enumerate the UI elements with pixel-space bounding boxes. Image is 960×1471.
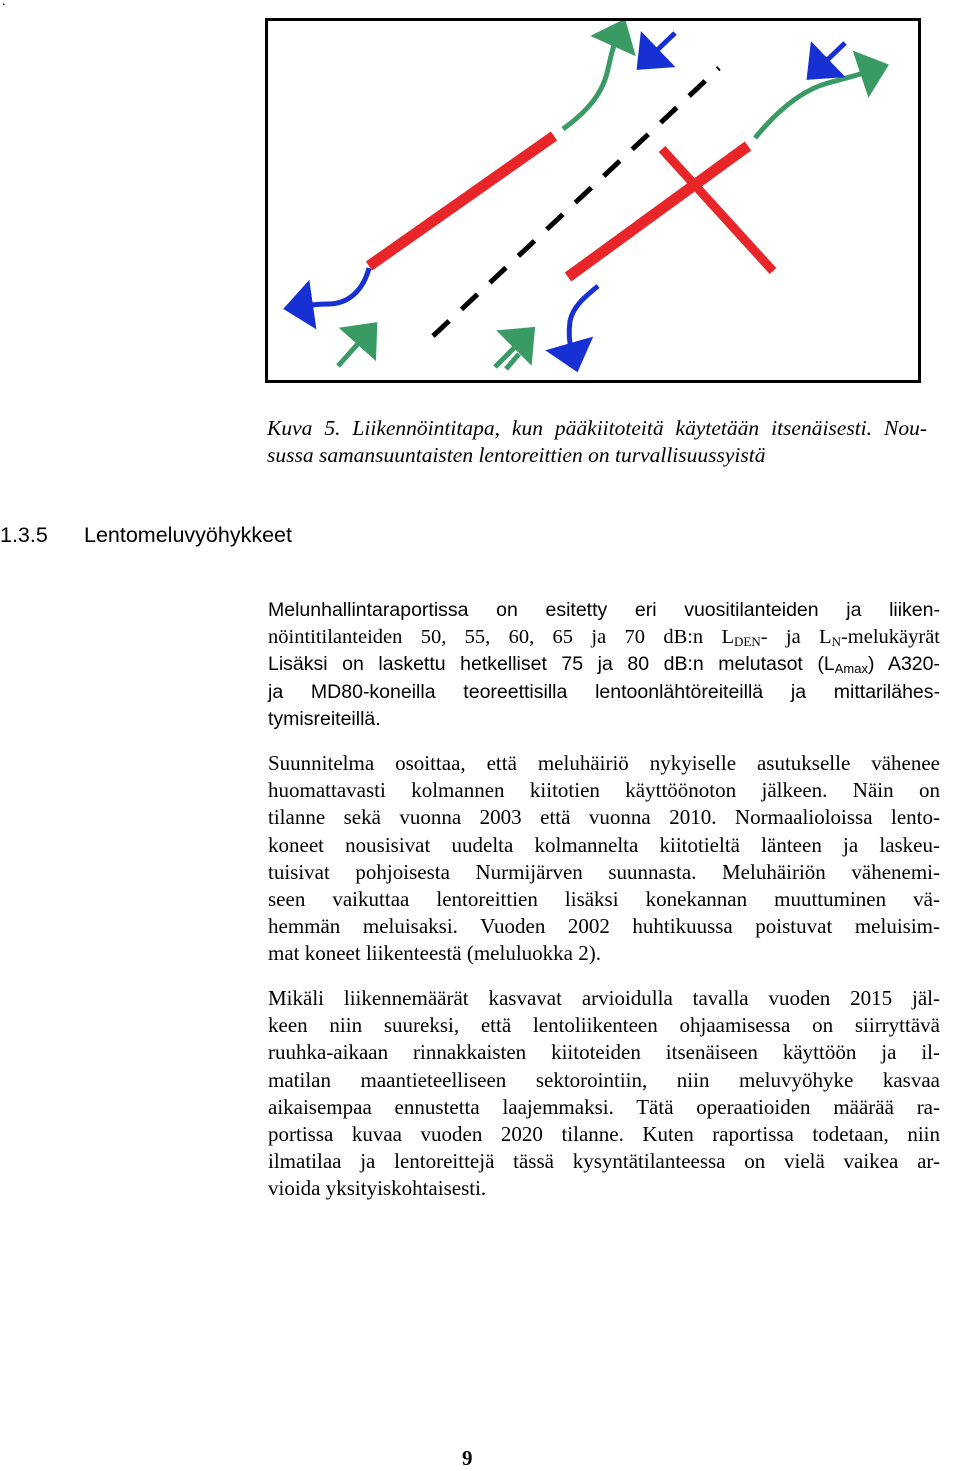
text-run: ) A320- [867,653,940,676]
paragraph-1-line [268,624,940,651]
section-number: 1.3.5 [0,523,48,547]
figure-caption [267,415,927,469]
runway-diagram-svg [268,21,918,380]
paragraph-1-line: tymisreiteillä. [268,707,381,730]
paragraph-3-line: vioida yksityiskohtaisesti. [268,1176,487,1201]
paragraph-1 [268,597,940,733]
paragraph-2-line: koneet nousisivat uudelta kolmannelta kiitotieltä länteen ja laskeu- [268,832,940,857]
caption-line-2: sussa samansuuntaisten lentoreittien on turvallisuussyistä [267,443,766,467]
subscript: N [831,634,841,650]
departure-route-top-center [563,37,617,129]
paragraph-2 [268,750,940,968]
page-marker: . [2,0,6,9]
subscript: DEN [734,634,761,650]
paragraph-3-line: keen niin suureksi, että lentoliikenteen ohjaamisessa on siirryttävä [268,1013,940,1038]
section-title: Lentomeluvyöhykkeet [84,523,292,547]
paragraph-3-line: Mikäli liikennemäärät kasvavat arvioidulla tavalla vuoden 2015 jäl- [268,986,940,1010]
arrival-route-top-center [651,33,675,56]
paragraph-3-line: matilan maantieteelliseen sektorointiin, niin meluvyöhyke kasvaa [268,1067,940,1092]
paragraph-1-line [268,651,940,678]
paragraph-2-line: tuisivat pohjoisesta Nurmijärven suunnasta. Meluhäiriön vähenemi- [268,859,940,884]
paragraph-3-line: ruuhka-aikaan rinnakkaisten kiitoteiden itsenäiseen käyttöön ja il- [268,1040,940,1065]
paragraph-2-line: huomattavasti kolmannen kiitotien käyttöönoton jälkeen. Näin on [268,778,940,803]
paragraph-2-line: mat koneet liikenteestä (meluluokka 2). [268,941,601,966]
paragraph-3-line: aikaisempaa ennustetta laajemmaksi. Tätä operaatioiden määrää ra- [268,1094,940,1119]
paragraph-3 [268,985,940,1203]
arrival-route-bottom-left [303,268,369,306]
departure-route-bottom-left [338,337,364,366]
section-heading [0,523,292,548]
text-run: Lisäksi on laskettu hetkelliset 75 ja 80 dB:n melutasot (L [268,653,835,676]
text-run: -melukäyrät [840,626,940,649]
departure-route-top-right [755,71,870,138]
page-number: 9 [462,1446,473,1470]
paragraph-2-line: Suunnitelma osoittaa, että meluhäiriö nykyiselle asutukselle vähenee [268,751,940,775]
paragraph-3-line: portissa kuvaa vuoden 2020 tilanne. Kuten raportissa todetaan, niin [268,1122,940,1147]
paragraph-1-line: Melunhallintaraportissa on esitetty eri vuositilanteiden ja liiken- [268,599,940,621]
arrival-route-bottom-center [569,286,598,353]
runway-diagram [265,18,921,383]
caption-line-1: Kuva 5. Liikennöintitapa, kun pääkiitoteitä käytetään itsenäisesti. Nou- [267,416,927,440]
paragraph-1-line: ja MD80-koneilla teoreettisilla lentoonlähtöreiteillä ja mittarilähes- [268,680,940,703]
text-run: nöintitilanteiden 50, 55, 60, 65 ja 70 dB:n L [268,626,735,649]
paragraph-2-line: tilanne sekä vuonna 2003 että vuonna 2010. Normaalioloissa lento- [268,805,940,830]
subscript: Amax [834,661,868,677]
paragraph-2-line: seen vaikuttaa lentoreittien lisäksi konekannan muuttuminen vä- [268,887,940,912]
arrival-route-top-right [821,43,845,66]
paragraph-2-line: hemmän meluisaksi. Vuoden 2002 huhtikuussa poistuvat meluisim- [268,914,940,939]
paragraph-3-line: ilmatilaa ja lentoreittejä tässä kysyntätilanteessa on vielä vaikea ar- [268,1149,940,1174]
text-run: - ja L [760,626,832,649]
